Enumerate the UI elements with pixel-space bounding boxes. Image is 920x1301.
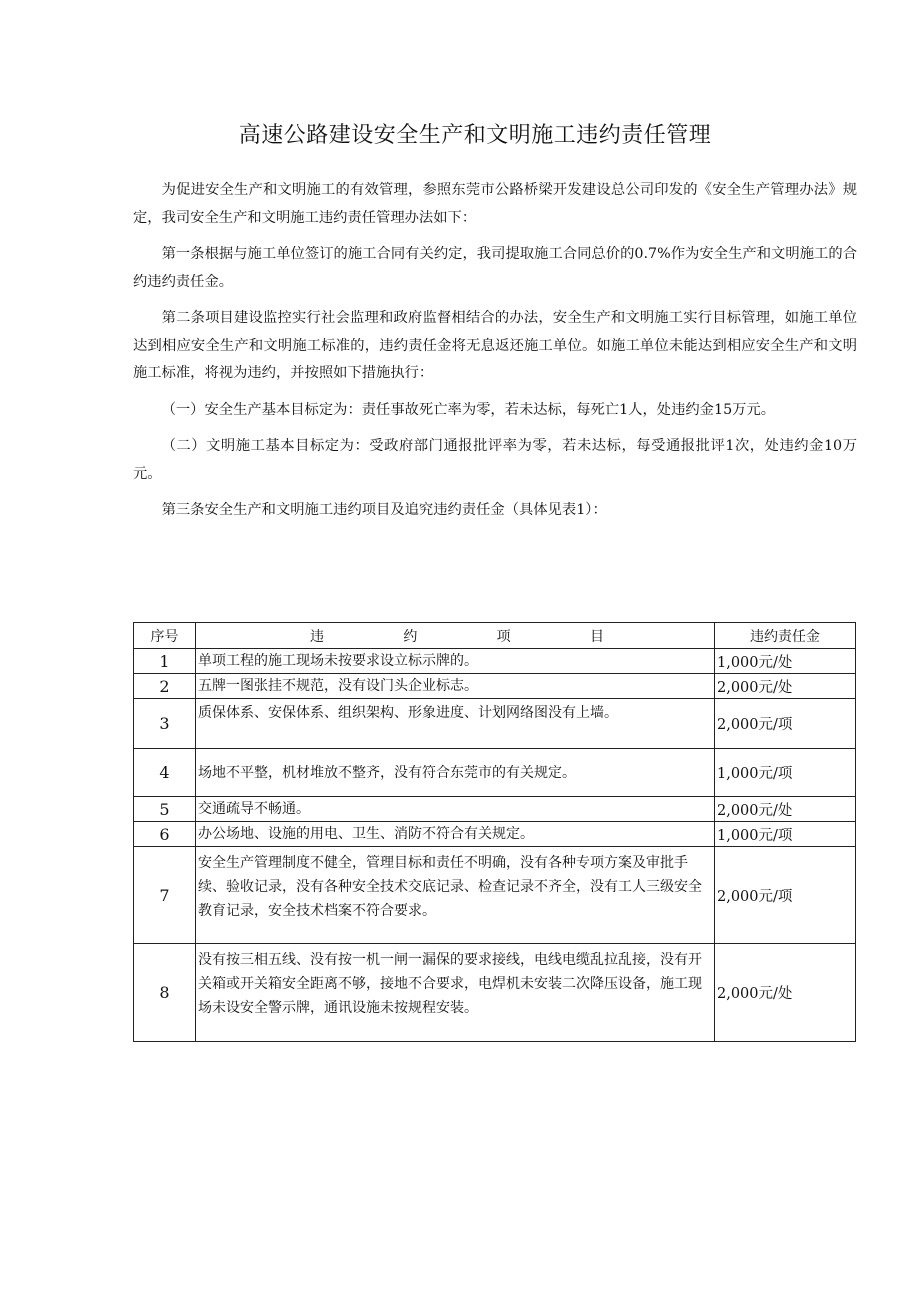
row-number: 2 xyxy=(134,674,196,699)
row-number: 3 xyxy=(134,699,196,749)
row-item: 质保体系、安保体系、组织架构、形象进度、计划网络图没有上墙。 xyxy=(196,699,715,749)
row-penalty: 2,000元/项 xyxy=(715,699,856,749)
paragraph-item-safety: （一）安全生产基本目标定为：责任事故死亡率为零，若未达标，每死亡1人，处违约金15万元。 xyxy=(161,401,776,418)
header-item-char: 项 xyxy=(496,628,511,645)
row-item: 没有按三相五线、没有按一机一闸一漏保的要求接线，电线电缆乱拉乱接，没有开关箱或开关箱安全距离不够，接地不合要求，电焊机未安装二次降压设备，施工现场未设安全警示牌，通讯设施未按规程安装。 xyxy=(196,944,715,1042)
row-penalty: 2,000元/项 xyxy=(715,847,856,944)
document-title: 高速公路建设安全生产和文明施工违约责任管理 xyxy=(238,123,712,148)
table-row xyxy=(134,749,856,797)
table-row xyxy=(134,944,856,1042)
header-item-char: 目 xyxy=(589,628,604,645)
table-header-row xyxy=(134,623,856,649)
row-number: 6 xyxy=(134,822,196,847)
row-item: 场地不平整，机材堆放不整齐，没有符合东莞市的有关规定。 xyxy=(196,749,715,797)
paragraph-item-civilized: （二）文明施工基本目标定为：受政府部门通报批评率为零，若未达标，每受通报批评1次，处违约金10万元。 xyxy=(133,438,857,482)
header-serial-number: 序号 xyxy=(134,623,196,649)
table-row xyxy=(134,649,856,674)
row-item: 办公场地、设施的用电、卫生、消防不符合有关规定。 xyxy=(196,822,715,847)
violation-table xyxy=(133,622,856,1042)
row-penalty: 2,000元/处 xyxy=(715,944,856,1042)
row-penalty: 1,000元/项 xyxy=(715,749,856,797)
row-item: 交通疏导不畅通。 xyxy=(196,797,715,822)
row-number: 5 xyxy=(134,797,196,822)
header-violation-item xyxy=(196,623,715,649)
table-row xyxy=(134,674,856,699)
paragraph-intro: 为促进安全生产和文明施工的有效管理，参照东莞市公路桥梁开发建设总公司印发的《安全生产管理办法》规定，我司安全生产和文明施工违约责任管理办法如下： xyxy=(133,182,857,226)
row-penalty: 1,000元/项 xyxy=(715,822,856,847)
table-row xyxy=(134,822,856,847)
row-penalty: 2,000元/处 xyxy=(715,674,856,699)
paragraph-article-1: 第一条根据与施工单位签订的施工合同有关约定，我司提取施工合同总价的0.7%作为安全生产和文明施工的合约违约责任金。 xyxy=(133,246,857,290)
row-number: 1 xyxy=(134,649,196,674)
header-item-char: 约 xyxy=(403,628,418,645)
row-number: 4 xyxy=(134,749,196,797)
table-row xyxy=(134,699,856,749)
row-number: 7 xyxy=(134,847,196,944)
row-item: 五牌一图张挂不规范，没有设门头企业标志。 xyxy=(196,674,715,699)
table-row xyxy=(134,797,856,822)
table-row xyxy=(134,847,856,944)
row-penalty: 1,000元/处 xyxy=(715,649,856,674)
row-number: 8 xyxy=(134,944,196,1042)
row-penalty: 2,000元/处 xyxy=(715,797,856,822)
row-item: 单项工程的施工现场未按要求设立标示牌的。 xyxy=(196,649,715,674)
header-item-char: 违 xyxy=(310,628,324,645)
paragraph-article-2: 第二条项目建设监控实行社会监理和政府监督相结合的办法，安全生产和文明施工实行目标管理，如施工单位达到相应安全生产和文明施工标准的，违约责任金将无息返还施工单位。如施工单位未能达到相应安全生产和文明施工标准，将视为违约，并按照如下措施执行： xyxy=(133,310,857,381)
paragraph-article-3: 第三条安全生产和文明施工违约项目及追究违约责任金（具体见表1）： xyxy=(161,502,607,518)
document-body xyxy=(133,177,857,534)
header-penalty: 违约责任金 xyxy=(715,623,856,649)
row-item: 安全生产管理制度不健全，管理目标和责任不明确，没有各种专项方案及审批手续、验收记录，没有各种安全技术交底记录、检查记录不齐全，没有工人三级安全教育记录，安全技术档案不符合要求。 xyxy=(196,847,715,944)
